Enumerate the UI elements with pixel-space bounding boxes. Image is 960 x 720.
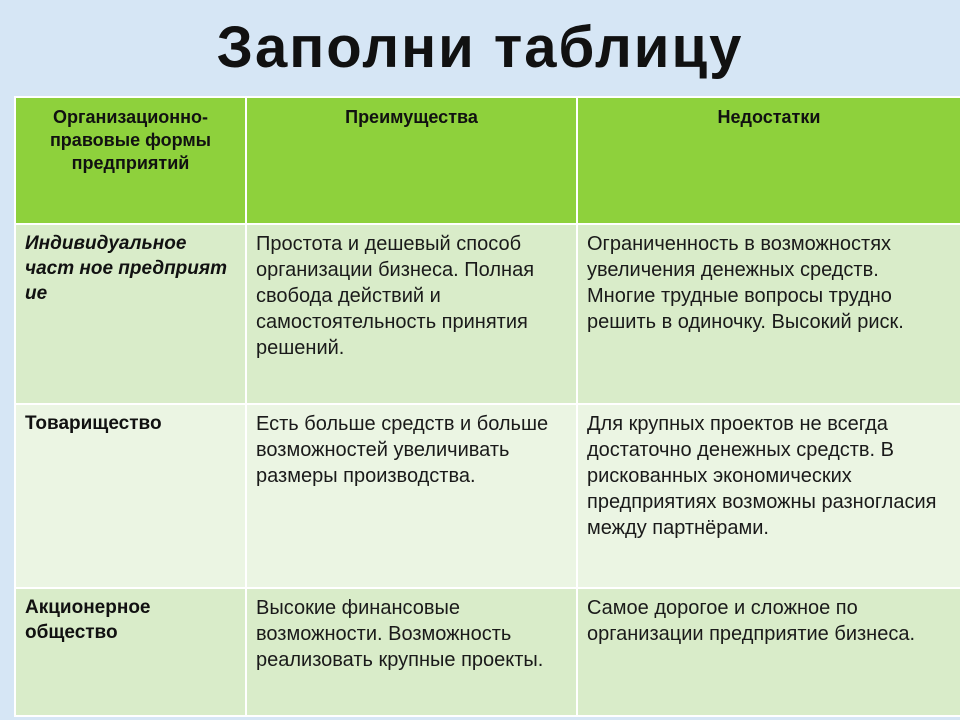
table-row [15, 588, 960, 716]
row-form-individual: Индивидуальное част ное предприят ие [15, 224, 246, 404]
row-disadvantages-partnership: Для крупных проектов не всегда достаточно денежных средств. В рискованных экономических предприятиях возможны разногласия между партнёрами. [577, 404, 960, 588]
table-header-row [15, 97, 960, 224]
comparison-table [14, 96, 960, 717]
row-form-partnership: Товарищество [15, 404, 246, 588]
header-disadvantages: Недостатки [577, 97, 960, 224]
page-title: Заполни таблицу [216, 15, 744, 80]
row-advantages-partnership: Есть больше средств и больше возможностей увеличивать размеры производства. [246, 404, 577, 588]
row-advantages-individual: Простота и дешевый способ организации бизнеса. Полная свобода действий и самостоятельность принятия решений. [246, 224, 577, 404]
header-advantages: Преимущества [246, 97, 577, 224]
row-advantages-joint-stock: Высокие финансовые возможности. Возможность реализовать крупные проекты. [246, 588, 577, 716]
table-row [15, 224, 960, 404]
table-row [15, 404, 960, 588]
row-disadvantages-individual: Ограниченность в возможностях увеличения денежных средств. Многие трудные вопросы трудно решить в одиночку. Высокий риск. [577, 224, 960, 404]
row-disadvantages-joint-stock: Самое дорогое и сложное по организации предприятие бизнеса. [577, 588, 960, 716]
header-forms: Организационно-правовые формы предприятий [15, 97, 246, 224]
row-form-joint-stock: Акционерное общество [15, 588, 246, 716]
